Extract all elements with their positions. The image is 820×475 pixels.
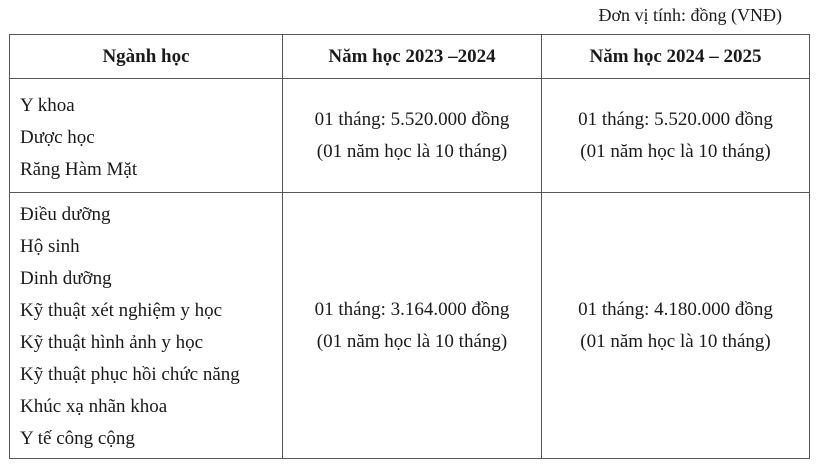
table-row	[10, 193, 810, 459]
major-name: Y tế công cộng	[20, 428, 135, 449]
header-major: Ngành học	[10, 35, 283, 79]
major-name: Khúc xạ nhãn khoa	[20, 396, 168, 417]
fee-cell-2024-2025	[542, 193, 810, 459]
fee-cell-2024-2025	[542, 79, 810, 193]
table-header-row	[10, 35, 810, 79]
fee-cell-2023-2024	[283, 79, 542, 193]
monthly-fee: 01 tháng: 4.180.000 đồng	[578, 298, 773, 320]
fee-cell-2023-2024	[283, 193, 542, 459]
major-name: Kỹ thuật phục hồi chức năng	[20, 364, 240, 385]
major-name: Điều dưỡng	[20, 204, 111, 225]
major-name: Dinh dưỡng	[20, 268, 112, 289]
majors-cell	[10, 193, 283, 459]
major-name: Kỹ thuật xét nghiệm y học	[20, 300, 223, 321]
monthly-fee: 01 tháng: 5.520.000 đồng	[314, 108, 510, 130]
monthly-fee: 01 tháng: 5.520.000 đồng	[578, 108, 773, 130]
major-name: Y khoa	[20, 95, 75, 116]
unit-note: Đơn vị tính: đồng (VNĐ)	[598, 5, 782, 25]
fee-note: (01 năm học là 10 tháng)	[316, 140, 508, 162]
table-row	[10, 79, 810, 193]
monthly-fee: 01 tháng: 3.164.000 đồng	[314, 298, 510, 320]
fee-note: (01 năm học là 10 tháng)	[580, 140, 771, 162]
major-name: Dược học	[20, 127, 95, 148]
major-name: Kỹ thuật hình ảnh y học	[20, 332, 204, 353]
fee-note: (01 năm học là 10 tháng)	[580, 330, 771, 352]
header-year-2023-2024: Năm học 2023 –2024	[283, 35, 542, 79]
majors-cell	[10, 79, 283, 193]
major-name: Răng Hàm Mặt	[20, 159, 138, 180]
major-name: Hộ sinh	[20, 236, 80, 257]
header-year-2024-2025: Năm học 2024 – 2025	[542, 35, 810, 79]
fee-note: (01 năm học là 10 tháng)	[316, 330, 508, 352]
tuition-table	[9, 34, 810, 459]
